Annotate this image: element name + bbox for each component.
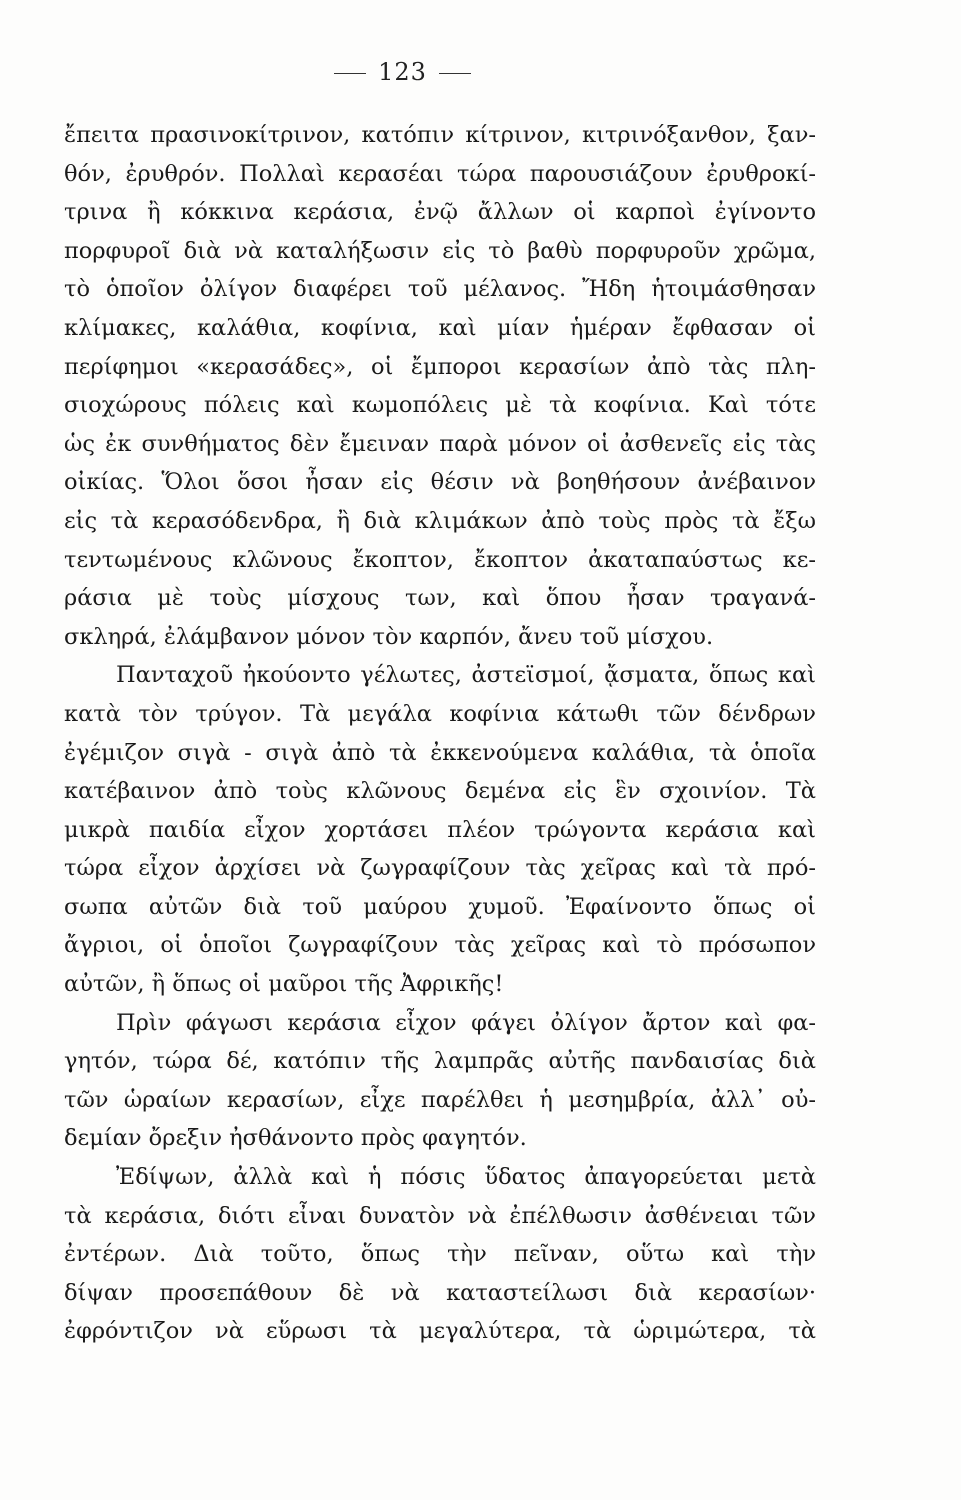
- text-line: κλίμακες, καλάθια, κοφίνια, καὶ μίαν ἡμέραν ἔφθασαν οἱ: [64, 314, 816, 341]
- text-line: περίφημοι «κερασάδες», οἱ ἔμποροι κερασίων ἀπὸ τὰς πλη-: [64, 353, 816, 380]
- text-line: τὰ κεράσια, διότι εἶναι δυνατὸν νὰ ἐπέλθωσιν ἀσθένειαι τῶν: [64, 1202, 816, 1229]
- text-line: σκληρά, ἐλάμβανον μόνον τὸν καρπόν, ἄνευ τοῦ μίσχου.: [64, 623, 714, 650]
- text-line: σωπα αὐτῶν διὰ τοῦ μαύρου χυμοῦ. Ἐφαίνοντο ὅπως οἱ: [64, 893, 816, 920]
- text-line: δεμίαν ὄρεξιν ἠσθάνοντο πρὸς φαγητόν.: [64, 1125, 527, 1152]
- text-line: πορφυροῖ διὰ νὰ καταλήξωσιν εἰς τὸ βαθὺ πορφυροῦν χρῶμα,: [64, 237, 816, 264]
- text-line: ράσια μὲ τοὺς μίσχους των, καὶ ὅπου ἦσαν τραγανά-: [64, 585, 816, 612]
- page-number-header: [0, 58, 805, 86]
- text-line: ἐντέρων. Διὰ τοῦτο, ὅπως τὴν πεῖναν, οὕτω καὶ τὴν: [64, 1241, 816, 1268]
- right-dash: [439, 73, 471, 74]
- text-line: ἔπειτα πρασινοκίτρινον, κατόπιν κίτρινον, κιτρινόξανθον, ξαν-: [64, 122, 816, 148]
- text-line: κατὰ τὸν τρύγον. Τὰ μεγάλα κοφίνια κάτωθι τῶν δένδρων: [64, 700, 816, 727]
- text-line: αὐτῶν, ἢ ὅπως οἱ μαῦροι τῆς Ἀφρικῆς!: [64, 971, 504, 998]
- text-line: τὸ ὁποῖον ὀλίγον διαφέρει τοῦ μέλανος. Ἤδη ἡτοιμάσθησαν: [64, 276, 816, 303]
- body-text: [64, 116, 816, 1351]
- text-line: Πανταχοῦ ἠκούοντο γέλωτες, ἀστεϊσμοί, ᾄσματα, ὅπως καὶ: [116, 662, 816, 689]
- text-line: γητόν, τώρα δέ, κατόπιν τῆς λαμπρᾶς αὐτῆς πανδαισίας διὰ: [64, 1048, 816, 1075]
- text-line: κατέβαινον ἀπὸ τοὺς κλῶνους δεμένα εἰς ἓν σχοινίον. Τὰ: [64, 778, 816, 805]
- text-line: τεντωμένους κλῶνους ἔκοπτον, ἔκοπτον ἀκαταπαύστως κε-: [64, 546, 816, 573]
- text-line: τῶν ὡραίων κερασίων, εἶχε παρέλθει ἡ μεσημβρία, ἀλλ᾽ οὐ-: [64, 1086, 816, 1113]
- text-line: οἰκίας. Ὅλοι ὅσοι ἦσαν εἰς θέσιν νὰ βοηθήσουν ἀνέβαινον: [64, 469, 816, 496]
- page-number: 123: [378, 58, 427, 86]
- text-line: ἐγέμιζον σιγὰ - σιγὰ ἀπὸ τὰ ἐκκενούμενα καλάθια, τὰ ὁποῖα: [64, 739, 816, 766]
- text-line: τώρα εἶχον ἀρχίσει νὰ ζωγραφίζουν τὰς χεῖρας καὶ τὰ πρό-: [64, 855, 816, 882]
- text-line: τρινα ἢ κόκκινα κεράσια, ἐνῷ ἄλλων οἱ καρποὶ ἐγίνοντο: [64, 199, 816, 226]
- left-dash: [334, 73, 366, 74]
- text-line: ὡς ἐκ συνθήματος δὲν ἔμειναν παρὰ μόνον οἱ ἀσθενεῖς εἰς τὰς: [64, 430, 816, 457]
- text-line: θόν, ἐρυθρόν. Πολλαὶ κερασέαι τώρα παρουσιάζουν ἐρυθροκί-: [64, 160, 816, 187]
- text-line: δίψαν προσεπάθουν δὲ νὰ καταστείλωσι διὰ κερασίων·: [64, 1279, 816, 1306]
- text-line: Πρὶν φάγωσι κεράσια εἶχον φάγει ὀλίγον ἄρτον καὶ φα-: [116, 1009, 816, 1036]
- text-line: σιοχώρους πόλεις καὶ κωμοπόλεις μὲ τὰ κοφίνια. Καὶ τότε: [64, 392, 816, 419]
- text-line: ἐφρόντιζον νὰ εὕρωσι τὰ μεγαλύτερα, τὰ ὡριμώτερα, τὰ: [64, 1318, 816, 1345]
- text-line: μικρὰ παιδία εἶχον χορτάσει πλέον τρώγοντα κεράσια καὶ: [64, 816, 816, 843]
- text-line: εἰς τὰ κερασόδενδρα, ἢ διὰ κλιμάκων ἀπὸ τοὺς πρὸς τὰ ἔξω: [64, 507, 816, 534]
- text-line: ἄγριοι, οἱ ὁποῖοι ζωγραφίζουν τὰς χεῖρας καὶ τὸ πρόσωπον: [64, 932, 816, 959]
- text-line: Ἐδίψων, ἀλλὰ καὶ ἡ πόσις ὕδατος ἀπαγορεύεται μετὰ: [116, 1164, 816, 1191]
